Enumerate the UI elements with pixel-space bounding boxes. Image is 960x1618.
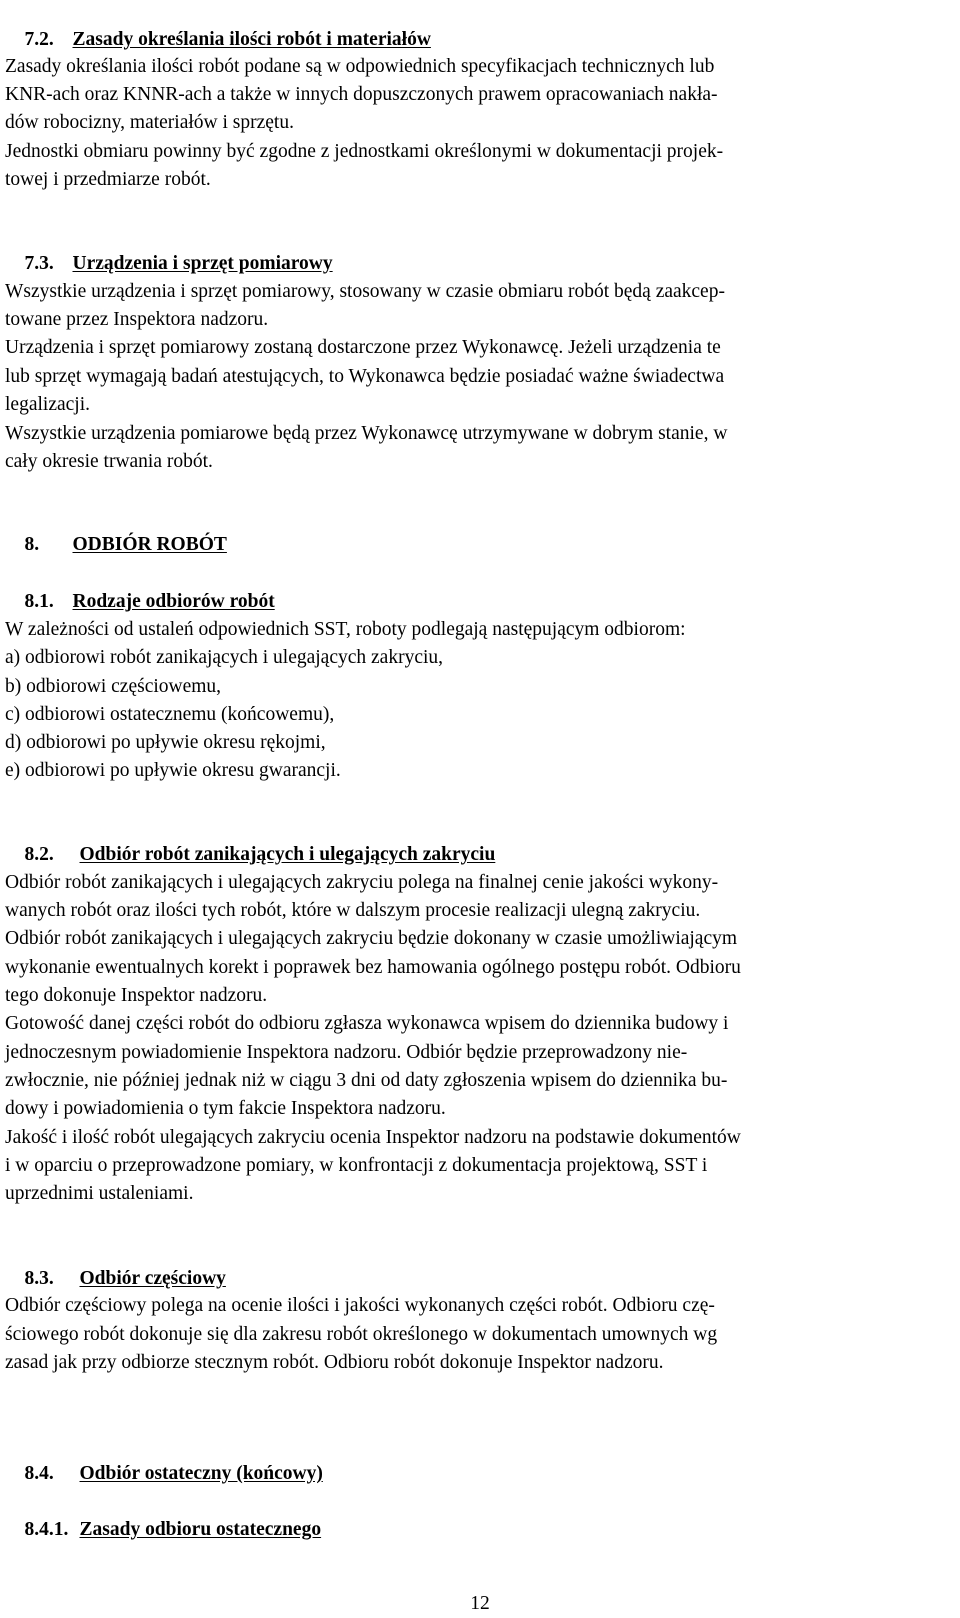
paragraph-line: Wszystkie urządzenia pomiarowe będą przez Wykonawcę utrzymywane w dobrym stanie, w	[5, 423, 728, 444]
list-item: b) odbiorowi częściowemu,	[5, 676, 222, 697]
heading-number: 8.3.	[24, 1268, 54, 1289]
heading-number: 7.2.	[24, 29, 54, 50]
paragraph-line: legalizacji.	[5, 394, 90, 415]
paragraph-line: ściowego robót dokonuje się dla zakresu robót określonego w dokumentach umownych wg	[5, 1324, 718, 1345]
paragraph-line: tego dokonuje Inspektor nadzoru.	[5, 985, 268, 1006]
paragraph-line: cały okresie trwania robót.	[5, 451, 213, 472]
paragraph-line: wanych robót oraz ilości tych robót, które w dalszym procesie realizacji ulegną zakryciu.	[5, 900, 701, 921]
paragraph-line: i w oparciu o przeprowadzone pomiary, w konfrontacji z dokumentacja projektową, SST i	[5, 1155, 708, 1176]
paragraph-line: jednoczesnym powiadomienie Inspektora nadzoru. Odbiór będzie przeprowadzony nie-	[5, 1042, 688, 1063]
heading-title: ODBIÓR ROBÓT	[72, 534, 227, 555]
paragraph-line: dowy i powiadomienia o tym fakcie Inspektora nadzoru.	[5, 1098, 446, 1119]
paragraph-line: Jednostki obmiaru powinny być zgodne z jednostkami określonymi w dokumentacji projek-	[5, 141, 724, 162]
list-item: c) odbiorowi ostatecznemu (końcowemu),	[5, 704, 335, 725]
heading-number: 7.3.	[24, 253, 54, 274]
list-item: a) odbiorowi robót zanikających i ulegających zakryciu,	[5, 647, 444, 668]
heading-title: Urządzenia i sprzęt pomiarowy	[72, 253, 333, 274]
paragraph-line: Gotowość danej części robót do odbioru zgłasza wykonawca wpisem do dziennika budowy i	[5, 1013, 729, 1034]
paragraph-line: dów robocizny, materiałów i sprzętu.	[5, 112, 294, 133]
paragraph-line: Odbiór robót zanikających i ulegających zakryciu będzie dokonany w czasie umożliwiającym	[5, 928, 738, 949]
paragraph-line: towane przez Inspektora nadzoru.	[5, 309, 269, 330]
paragraph-line: Odbiór częściowy polega na ocenie ilości i jakości wykonanych części robót. Odbioru czę-	[5, 1295, 715, 1316]
paragraph-line: Odbiór robót zanikających i ulegających zakryciu polega na finalnej cenie jakości wykony-	[5, 872, 719, 893]
heading-number: 8.4.1.	[24, 1519, 69, 1540]
paragraph-line: wykonanie ewentualnych korekt i poprawek bez hamowania ogólnego postępu robót. Odbioru	[5, 957, 741, 978]
heading-number: 8.1.	[24, 591, 54, 612]
paragraph-line: uprzednimi ustaleniami.	[5, 1183, 194, 1204]
paragraph-line: Zasady określania ilości robót podane są w odpowiednich specyfikacjach technicznych lub	[5, 56, 715, 77]
heading-title: Zasady określania ilości robót i materiałów	[72, 29, 431, 50]
paragraph-line: Wszystkie urządzenia i sprzęt pomiarowy, stosowany w czasie obmiaru robót będą zaakcep-	[5, 281, 725, 302]
heading-number: 8.4.	[24, 1463, 54, 1484]
paragraph-line: zasad jak przy odbiorze stecznym robót. Odbioru robót dokonuje Inspektor nadzoru.	[5, 1352, 664, 1373]
paragraph-line: Jakość i ilość robót ulegających zakryciu ocenia Inspektor nadzoru na podstawie dokumentów	[5, 1127, 741, 1148]
paragraph-line: towej i przedmiarze robót.	[5, 169, 211, 190]
heading-title: Odbiór ostateczny (końcowy)	[79, 1463, 323, 1484]
heading-title: Odbiór robót zanikających i ulegających zakryciu	[79, 844, 496, 865]
list-item: d) odbiorowi po upływie okresu rękojmi,	[5, 732, 326, 753]
heading-title: Zasady odbioru ostatecznego	[79, 1519, 322, 1540]
paragraph-line: Urządzenia i sprzęt pomiarowy zostaną dostarczone przez Wykonawcę. Jeżeli urządzenia te	[5, 337, 721, 358]
paragraph-line: lub sprzęt wymagają badań atestujących, to Wykonawca będzie posiadać ważne świadectwa	[5, 366, 725, 387]
heading-number: 8.2.	[24, 844, 54, 865]
heading-8-4-1	[5, 1488, 321, 1572]
list-item: e) odbiorowi po upływie okresu gwarancji.	[5, 760, 341, 781]
heading-title: Rodzaje odbiorów robót	[72, 591, 275, 612]
paragraph-line: zwłocznie, nie później jednak niż w ciągu 3 dni od daty zgłoszenia wpisem do dziennika bu-	[5, 1070, 728, 1091]
heading-title: Odbiór częściowy	[79, 1268, 226, 1289]
paragraph-line: W zależności od ustaleń odpowiednich SST, roboty podlegają następującym odbiorom:	[5, 619, 686, 640]
heading-number: 8.	[24, 534, 40, 555]
paragraph-line: KNR-ach oraz KNNR-ach a także w innych dopuszczonych prawem opracowaniach nakła-	[5, 84, 718, 105]
page-number: 12	[470, 1593, 490, 1614]
